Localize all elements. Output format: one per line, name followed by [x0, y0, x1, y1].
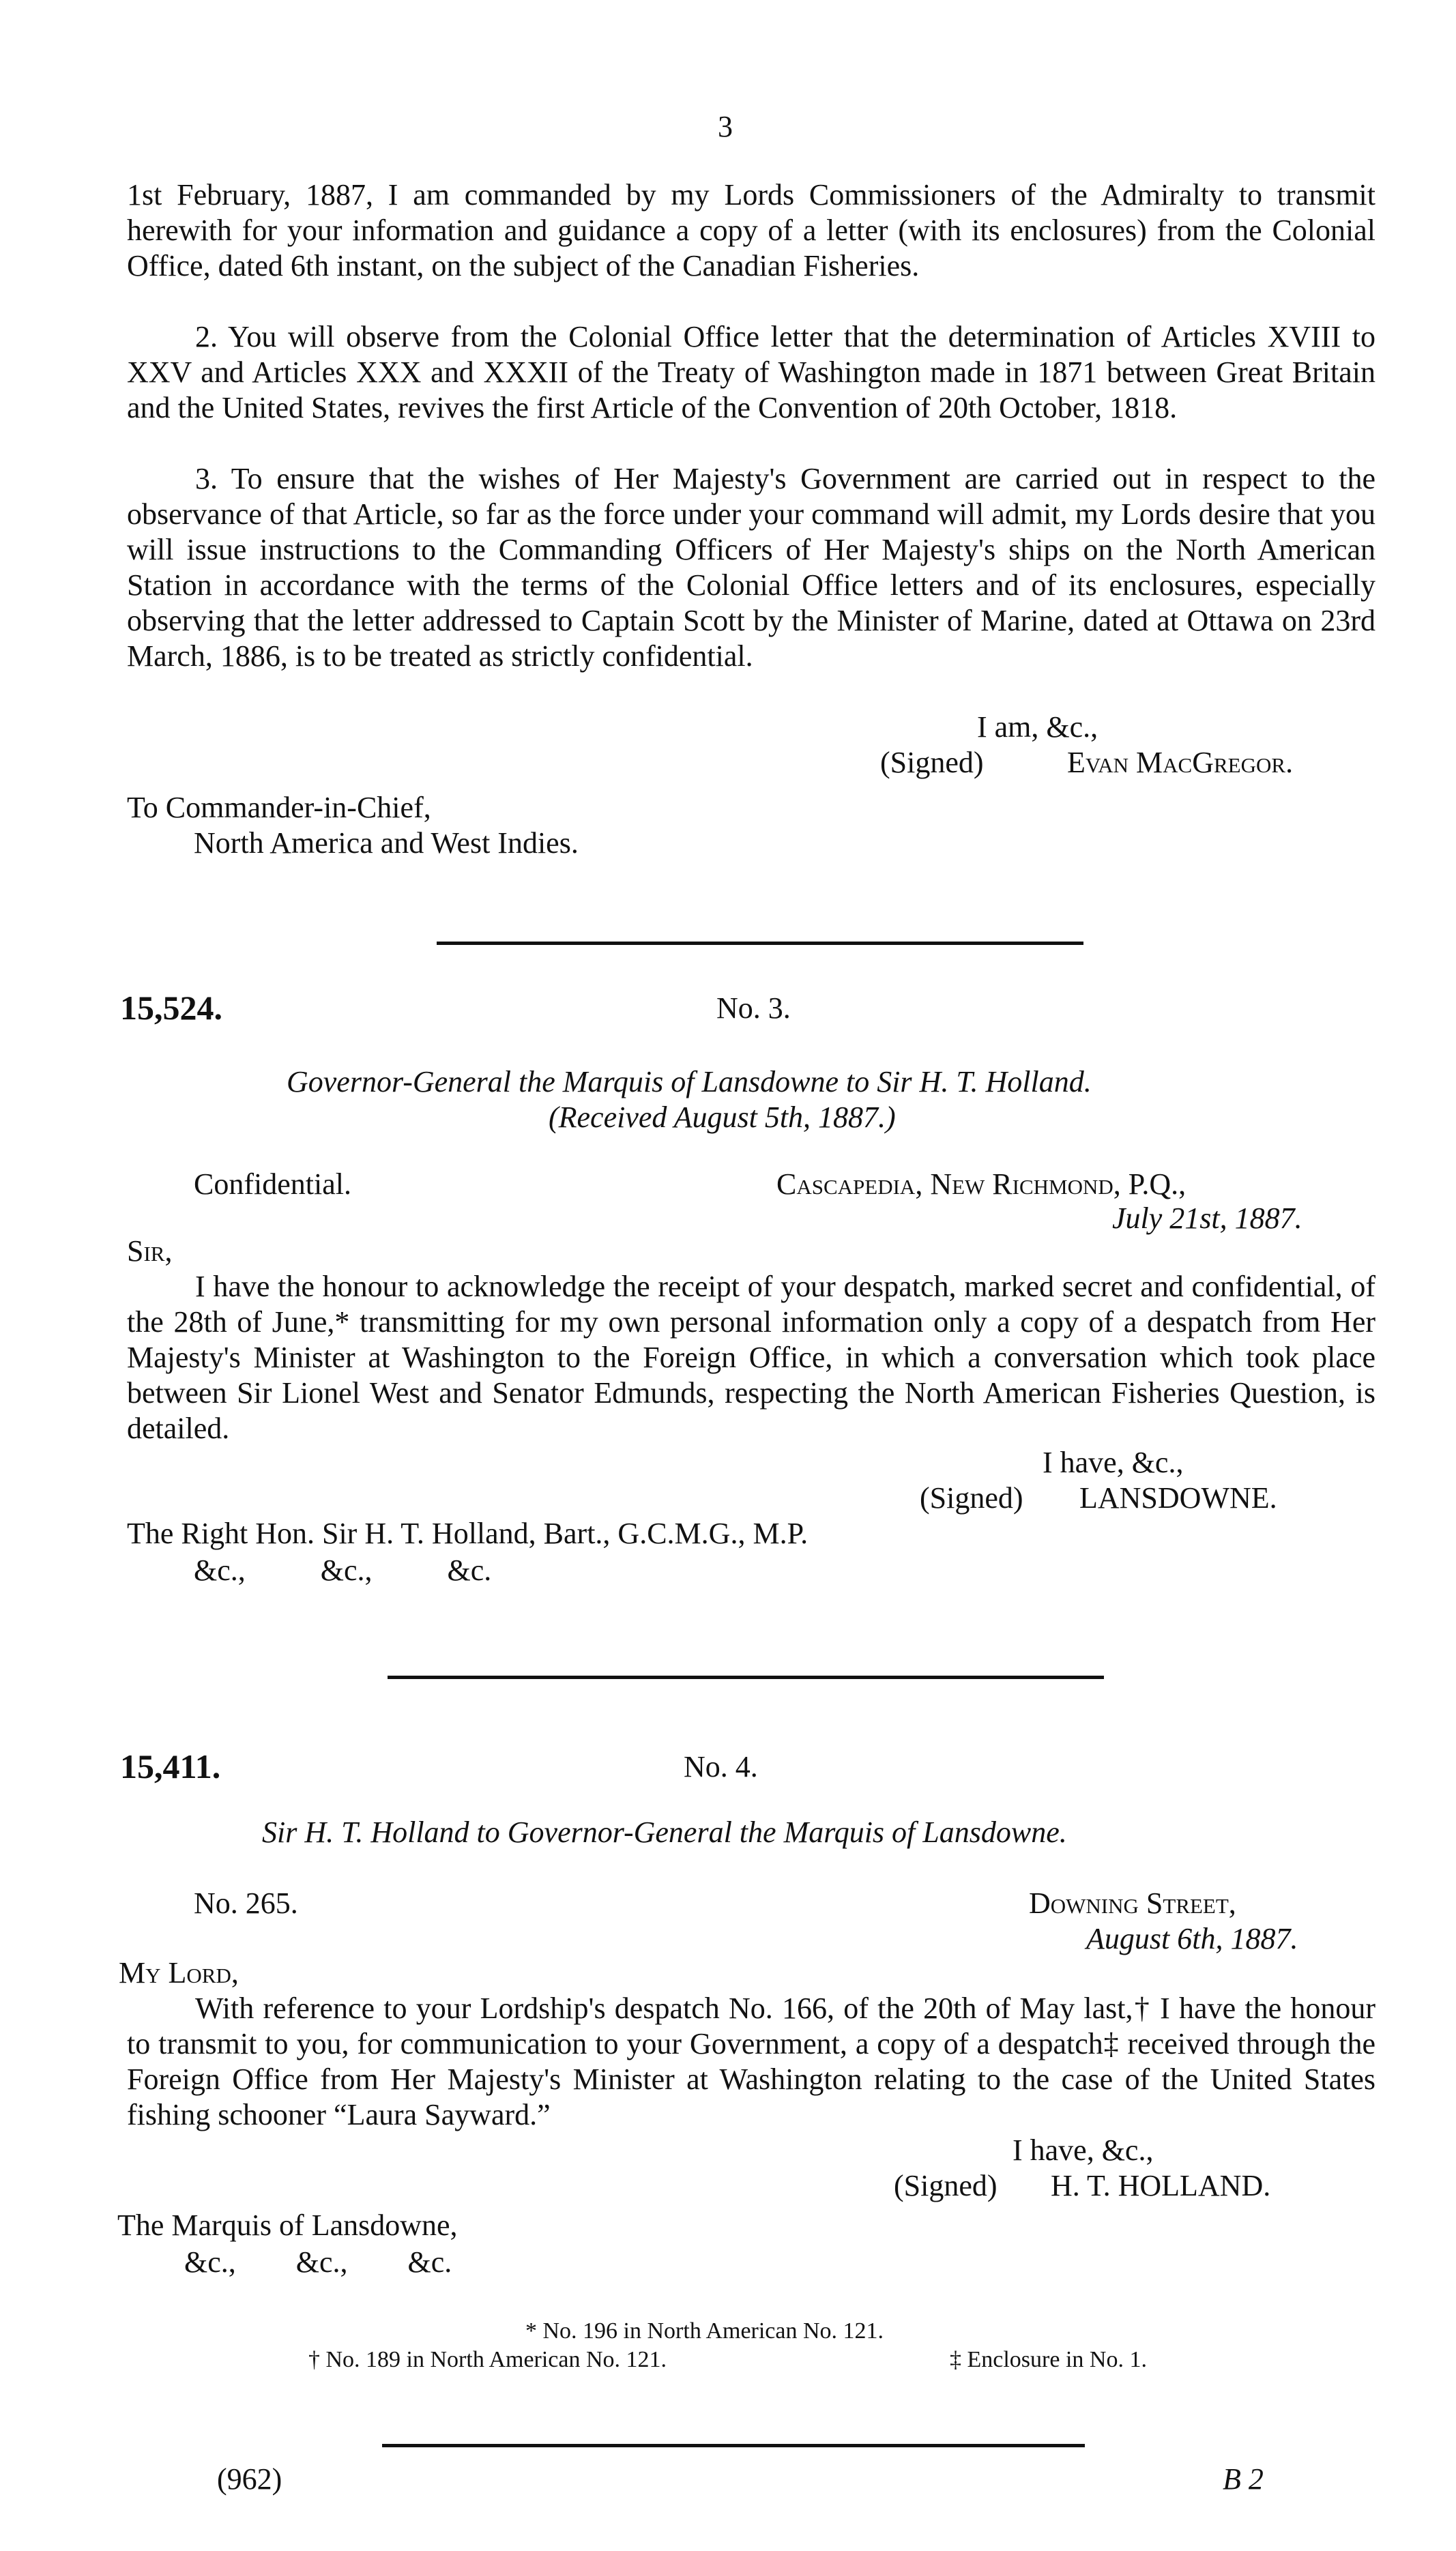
page-number: 3 — [718, 110, 733, 143]
signature-macgregor: Evan MacGregor. — [1067, 746, 1294, 779]
letter-number: No. 265. — [194, 1886, 298, 1920]
addressee-line-1: The Right Hon. Sir H. T. Holland, Bart., G.C.M.G., M.P. — [127, 1517, 809, 1550]
signed-label: (Signed) — [920, 1481, 1023, 1515]
signed-label: (Signed) — [894, 2169, 998, 2202]
section-divider — [388, 1676, 1104, 1679]
addressee-line-2: &c., &c., &c. — [184, 2245, 452, 2279]
closing-line: I am, &c., — [977, 710, 1098, 744]
salutation: Sir, — [127, 1234, 173, 1268]
letter-heading: Sir H. T. Holland to Governor-General the Marquis of Lansdowne. — [262, 1816, 1067, 1849]
footer-rule — [382, 2444, 1085, 2447]
footnote-dagger: † No. 189 in North American No. 121. — [308, 2347, 667, 2372]
place-line: Cascapedia, New Richmond, P.Q., — [776, 1167, 1186, 1201]
paragraph-intro: 1st February, 1887, I am commanded by my Lords Commissioners of the Admiralty to transmit herewith for your information and guidance a copy of a letter (with its enclosures) from the Colonial Office, dated 6th instant, on the subject of the Canadian Fisheries. — [127, 178, 1375, 282]
reference-number: 15,411. — [120, 1747, 221, 1785]
letter-date: August 6th, 1887. — [1086, 1922, 1298, 1955]
addressee-line-1: To Commander-in-Chief, — [127, 791, 431, 824]
signature-lansdowne: LANSDOWNE. — [1079, 1481, 1277, 1515]
signature-mark: B 2 — [1223, 2462, 1264, 2496]
letter-body: I have the honour to acknowledge the receipt of your despatch, marked secret and confidential, of the 28th of June,* transmitting for my own personal information only a copy of a despatch from Her Majesty's Minister at Washington to the Foreign Office, in which a conversation which took place between Sir Lionel West and Senator Edmunds, respecting the North American Fisheries Question, is detailed. — [127, 1270, 1375, 1445]
addressee-line-2: &c., &c., &c. — [194, 1554, 492, 1587]
closing-line: I have, &c., — [1013, 2133, 1154, 2167]
salutation: My Lord, — [119, 1956, 239, 1989]
paragraph-2: 2. You will observe from the Colonial Office letter that the determination of Articles XVIII to XXV and Articles XXX and XXXII of the Treaty of Washington made in 1871 between Great Britain and the United States, revives the first Article of the Convention of 20th October, 1818. — [127, 320, 1375, 424]
reference-number: 15,524. — [120, 989, 222, 1027]
received-date: (Received August 5th, 1887.) — [549, 1100, 896, 1134]
letter-date: July 21st, 1887. — [1112, 1201, 1302, 1235]
paragraph-3: 3. To ensure that the wishes of Her Majesty's Government are carried out in respect to the observance of that Article, so far as the force under your command will admit, my Lords desire that you will issue instructions to the Commanding Officers of Her Majesty's ships on the North American Station in accordance with the terms of the Colonial Office letters and of its enclosures, especially observing that the letter addressed to Captain Scott by the Minister of Marine, dated at Ottawa on 23rd March, 1886, is to be treated as strictly confidential. — [127, 462, 1375, 673]
addressee-line-2: North America and West Indies. — [194, 826, 579, 860]
document-number: No. 3. — [716, 991, 791, 1025]
signature-holland: H. T. HOLLAND. — [1051, 2169, 1271, 2202]
footnote-double-dagger: ‡ Enclosure in No. 1. — [950, 2347, 1147, 2372]
letter-heading: Governor-General the Marquis of Lansdowne to Sir H. T. Holland. — [287, 1065, 1092, 1098]
document-number: No. 4. — [684, 1750, 758, 1783]
closing-line: I have, &c., — [1043, 1446, 1184, 1479]
addressee-line-1: The Marquis of Lansdowne, — [117, 2209, 458, 2242]
signed-label: (Signed) — [880, 746, 984, 779]
classification-label: Confidential. — [194, 1167, 351, 1201]
print-code: (962) — [217, 2462, 282, 2496]
letter-body: With reference to your Lordship's despatch No. 166, of the 20th of May last,† I have the honour to transmit to you, for communication to your Government, a copy of a despatch‡ received through the Foreign Office from Her Majesty's Minister at Washington relating to the case of the United States fishing schooner “Laura Sayward.” — [127, 1992, 1375, 2131]
section-divider — [437, 942, 1083, 945]
footnote-star: * No. 196 in North American No. 121. — [525, 2318, 884, 2344]
place-line: Downing Street, — [1029, 1886, 1236, 1920]
